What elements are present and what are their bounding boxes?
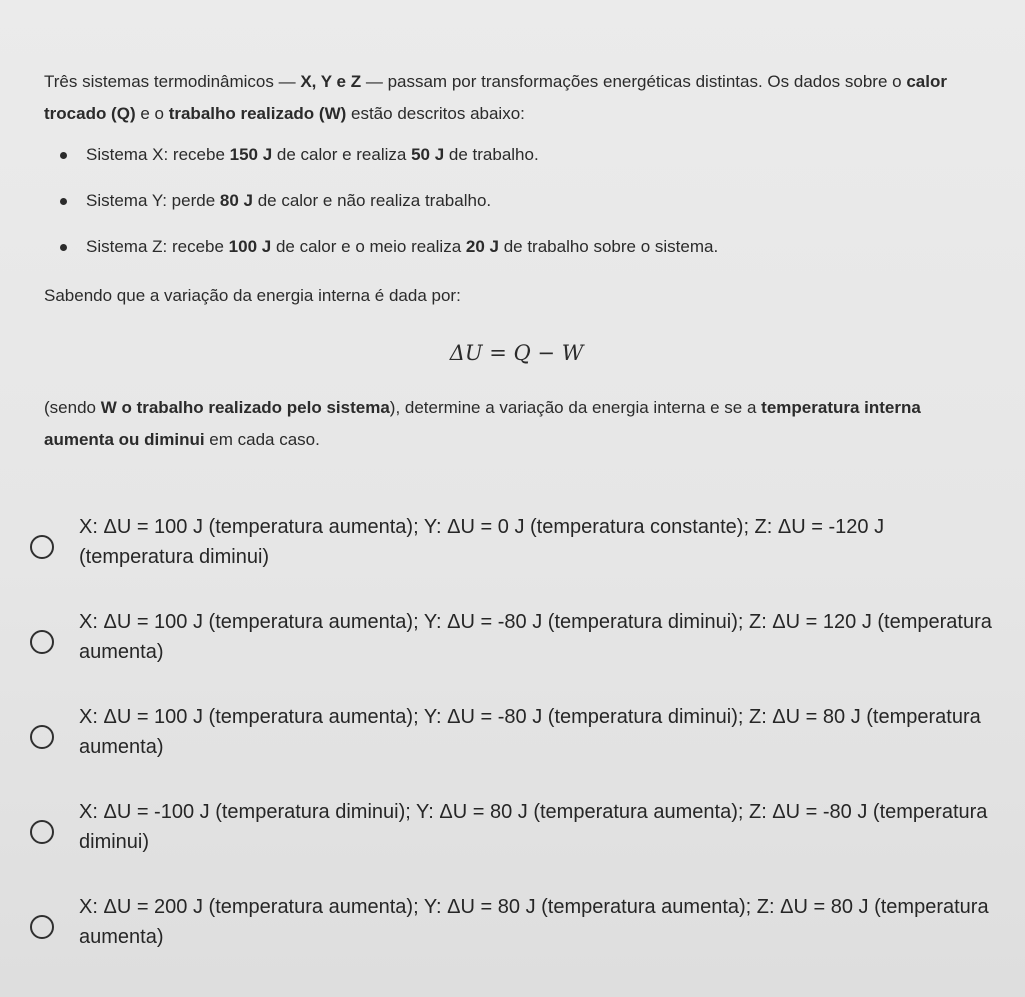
system-x-item: Sistema X: recebe 150 J de calor e realiza 50 J de trabalho. xyxy=(44,142,989,167)
option-label[interactable]: X: ΔU = -100 J (temperatura diminui); Y: ΔU = 80 J (temperatura aumenta); Z: ΔU = -80 J (temperatura diminui) xyxy=(79,801,988,853)
question-text xyxy=(44,66,989,456)
radio-button-icon[interactable] xyxy=(30,725,54,749)
answer-option-5[interactable] xyxy=(30,888,1000,983)
system-z-item: Sistema Z: recebe 100 J de calor e o meio realiza 20 J de trabalho sobre o sistema. xyxy=(44,234,989,259)
radio-button-icon[interactable] xyxy=(30,915,54,939)
radio-button-icon[interactable] xyxy=(30,535,54,559)
radio-button-icon[interactable] xyxy=(30,820,54,844)
option-label[interactable]: X: ΔU = 100 J (temperatura aumenta); Y: ΔU = -80 J (temperatura diminui); Z: ΔU = 120 J (temperatura aumenta) xyxy=(79,611,992,663)
answer-options xyxy=(30,508,1000,983)
answer-option-3[interactable] xyxy=(30,698,1000,793)
option-label[interactable]: X: ΔU = 200 J (temperatura aumenta); Y: ΔU = 80 J (temperatura aumenta); Z: ΔU = 80 J (temperatura aumenta) xyxy=(79,896,989,948)
option-label[interactable]: X: ΔU = 100 J (temperatura aumenta); Y: ΔU = -80 J (temperatura diminui); Z: ΔU = 80 J (temperatura aumenta) xyxy=(79,706,981,758)
radio-button-icon[interactable] xyxy=(30,630,54,654)
system-y-item: Sistema Y: perde 80 J de calor e não realiza trabalho. xyxy=(44,188,989,213)
systems-list xyxy=(44,142,989,259)
question-intro: Três sistemas termodinâmicos — X, Y e Z — passam por transformações energéticas distintas. Os dados sobre o calor trocado (Q) e o trabalho realizado (W) estão descritos abaixo: xyxy=(44,72,947,123)
answer-option-2[interactable] xyxy=(30,603,1000,698)
formula-intro: Sabendo que a variação da energia interna é dada por: xyxy=(44,286,461,305)
answer-option-4[interactable] xyxy=(30,793,1000,888)
option-label[interactable]: X: ΔU = 100 J (temperatura aumenta); Y: ΔU = 0 J (temperatura constante); Z: ΔU = -120 J (temperatura diminui) xyxy=(79,516,885,568)
question-instruction: (sendo W o trabalho realizado pelo sistema), determine a variação da energia interna e se a temperatura interna aumenta ou diminui em cada caso. xyxy=(44,398,921,449)
energy-formula: ΔU = Q − W xyxy=(449,341,584,365)
answer-option-1[interactable] xyxy=(30,508,1000,603)
